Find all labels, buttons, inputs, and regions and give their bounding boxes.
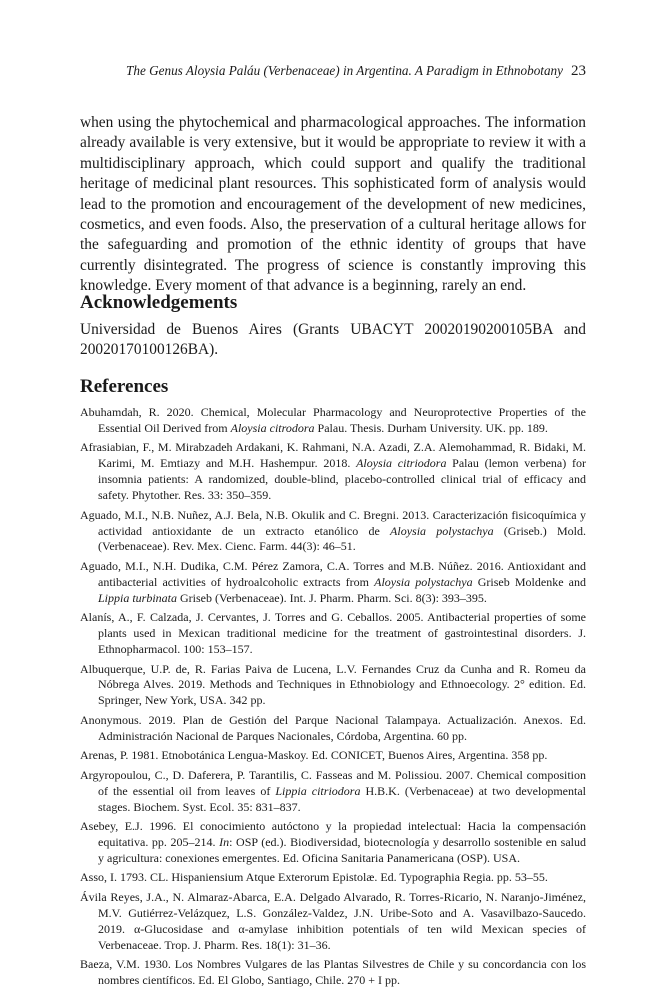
reference-text: H.B.K. (Verbenaceae) at two developmental stages. Biochem. Syst. Ecol. 35: 831–837. <box>98 783 586 814</box>
references-heading: References <box>80 376 169 397</box>
reference-item <box>80 870 586 886</box>
reference-species-name: Lippia turbinata <box>98 590 178 605</box>
reference-item <box>80 890 586 954</box>
reference-text: Griseb Moldenke and <box>472 574 586 589</box>
reference-text: Aguado, M.I., N.H. Dudika, C.M. Pérez Zamora, C.A. Torres and M.B. Núñez. 2016. Antioxidant and antibacterial activities of hydroalcoholic extracts from <box>80 558 586 589</box>
reference-text: Baeza, V.M. 1930. Los Nombres Vulgares de las Plantas Silvestres de Chile y su concordancia con los nombres científicos. Ed. El Globo, Santiago, Chile. 270 + I pp. <box>80 957 586 988</box>
reference-text: Palau. Thesis. Durham University. UK. pp. 189. <box>314 420 548 435</box>
reference-text: Argyropoulou, C., D. Daferera, P. Tarantilis, C. Fasseas and M. Polissiou. 2007. Chemical composition of the essential oil from leaves of <box>80 767 586 798</box>
page-number: 23 <box>571 63 586 79</box>
reference-text: Asso, I. 1793. CL. Hispaniensium Atque Exterorum Epistolæ. Ed. Typographia Regia. pp. 53–55. <box>80 870 548 885</box>
reference-text: Albuquerque, U.P. de, R. Farias Paiva de Lucena, L.V. Fernandes Cruz da Cunha and R. Romeu da Nóbrega Alves. 2019. Methods and Techniques in Ethnobiology and Ethnoecology. 2° edition. Ed. Springer, New York, USA. 342 pp. <box>80 661 586 708</box>
reference-species-name: Aloysia citrodora <box>230 420 315 435</box>
reference-text: Afrasiabian, F., M. Mirabzadeh Ardakani, K. Rahmani, N.A. Azadi, Z.A. Alemohammad, R. Bidaki, M. Karimi, M. Emtiazy and M.H. Hashempur. 2018. <box>80 440 586 471</box>
reference-item <box>80 662 586 710</box>
reference-text: Arenas, P. 1981. Etnobotánica Lengua-Maskoy. Ed. CONICET, Buenos Aires, Argentina. 358 pp. <box>80 748 548 763</box>
reference-item <box>80 957 586 989</box>
running-header <box>80 62 586 80</box>
reference-species-name: Aloysia polystachya <box>390 523 494 538</box>
reference-text: Ávila Reyes, J.A., N. Almaraz-Abarca, E.A. Delgado Alvarado, R. Torres-Ricario, N. Naranjo-Jiménez, M.V. Gutiérrez-Velázquez, L.S. González-Valdez, J.N. Uribe-Soto and A. Vasavilbazo-Saucedo. 2019. α-Glucosidase and α-amylase inhibition potentials of ten wild Mexican species of Verbenaceae. Trop. J. Pharm. Res. 18(1): 31–36. <box>80 889 586 952</box>
reference-text: (Griseb.) Mold. (Verbenaceae). Rev. Mex. Cienc. Farm. 44(3): 46–51. <box>98 523 586 554</box>
reference-item <box>80 713 586 745</box>
reference-text: Abuhamdah, R. 2020. Chemical, Molecular Pharmacology and Neuroprotective Properties of the Essential Oil Derived from <box>80 405 586 435</box>
reference-text: Anonymous. 2019. Plan de Gestión del Parque Nacional Talampaya. Actualización. Anexos. Ed. Administración Nacional de Parques Nacionales, Córdoba, Argentina. 60 pp. <box>80 712 586 743</box>
reference-item <box>80 768 586 816</box>
references-list <box>80 405 586 993</box>
acknowledgements-text: Universidad de Buenos Aires (Grants UBACYT 20020190200105BA and 20020170100126BA). <box>80 321 586 359</box>
reference-species-name: Aloysia polystachya <box>374 574 473 589</box>
reference-text: Griseb (Verbenaceae). Int. J. Pharm. Pharm. Sci. 8(3): 393–395. <box>177 590 487 605</box>
reference-text: : OSP (ed.). Biodiversidad, biotecnología y desarrollo sostenible en salud y agricultura: conexiones emergentes. Ed. Oficina Sanitaria Panamericana (OSP). USA. <box>98 835 586 865</box>
running-title: The Genus Aloysia Paláu (Verbenaceae) in Argentina. A Paradigm in Ethnobotany <box>126 63 563 78</box>
reference-species-name: Aloysia citriodora <box>356 456 447 471</box>
acknowledgements-heading: Acknowledgements <box>80 292 238 313</box>
reference-item <box>80 508 586 556</box>
reference-text: Palau (lemon verbena) for insomnia patients: A randomized, double-blind, placebo-controlled clinical trial of efficacy and safety. Phytother. Res. 33: 350–359. <box>98 456 586 503</box>
reference-text: Aguado, M.I., N.B. Nuñez, A.J. Bela, N.B. Okulik and C. Bregni. 2013. Caracterización fisicoquímica y actividad antioxidante de un extracto etanólico de <box>80 507 586 538</box>
reference-in-marker: In <box>219 835 230 849</box>
reference-item <box>80 559 586 607</box>
body-paragraph: when using the phytochemical and pharmacological approaches. The information already available is very extensive, but it would be appropriate to review it with a multidisciplinary approach, which could support and qualify the traditional heritage of medicinal plant resources. This sophisticated form of analysis would lead to the promotion and encouragement of the development of new medicines, cosmetics, and even foods. Also, the preservation of a cultural heritage allows for the safeguarding and promotion of the ethnic identity of groups that have currently disintegrated. The progress of science is constantly improving this knowledge. Every moment of that advance is a beginning, rarely an end. <box>80 114 586 295</box>
reference-item <box>80 440 586 504</box>
reference-item <box>80 748 586 764</box>
reference-item <box>80 819 586 867</box>
reference-item <box>80 610 586 658</box>
reference-text: Alanís, A., F. Calzada, J. Cervantes, J. Torres and G. Ceballos. 2005. Antibacterial properties of some plants used in Mexican traditional medicine for the treatment of gastrointestinal disorders. J. Ethnopharmacol. 100: 153–157. <box>80 610 586 657</box>
reference-text: Asebey, E.J. 1996. El conocimiento autóctono y la propiedad intelectual: Hacia la compensación equitativa. pp. 205–214. <box>80 819 586 849</box>
reference-species-name: Lippia citriodora <box>275 783 361 798</box>
reference-item <box>80 405 586 437</box>
